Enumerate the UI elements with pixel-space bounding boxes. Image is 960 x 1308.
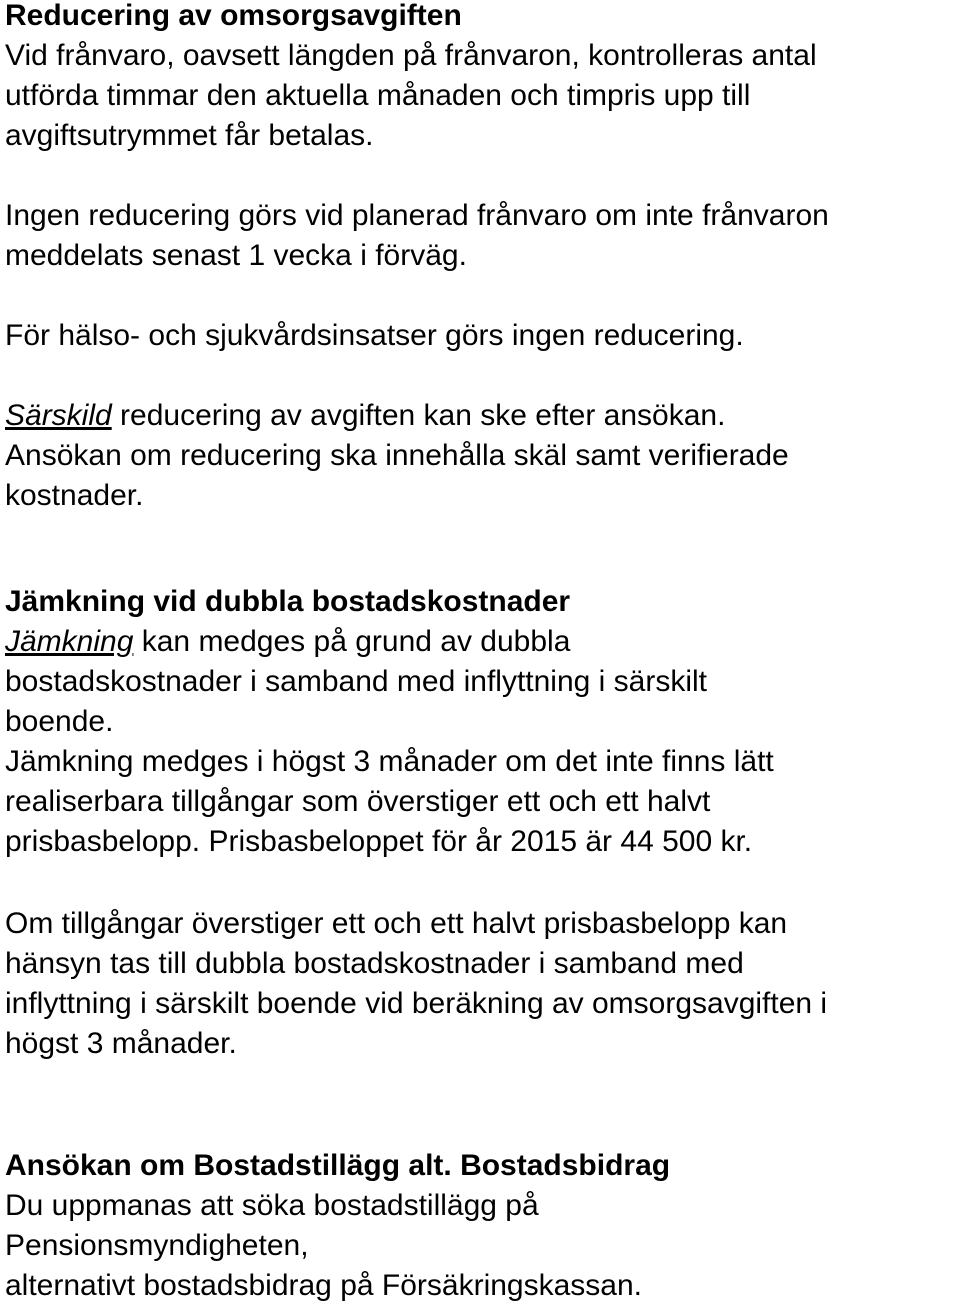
text-line: realiserbara tillgångar som överstiger ett och ett halvt bbox=[5, 785, 711, 818]
text-line: Pensionsmyndigheten, bbox=[5, 1229, 309, 1262]
text-line: avgiftsutrymmet får betalas. bbox=[5, 119, 374, 152]
text-line: Ingen reducering görs vid planerad frånvaro om inte frånvaron bbox=[5, 199, 829, 232]
text-line: Vid frånvaro, oavsett längden på frånvaron, kontrolleras antal bbox=[5, 39, 817, 72]
text-line: alternativt bostadsbidrag på Försäkringskassan. bbox=[5, 1269, 643, 1302]
text-line: Ansökan om reducering ska innehålla skäl samt verifierade bbox=[5, 439, 789, 472]
text-line: Du uppmanas att söka bostadstillägg på bbox=[5, 1189, 539, 1222]
text-line: hänsyn tas till dubbla bostadskostnader i samband med bbox=[5, 947, 744, 980]
text-line: kostnader. bbox=[5, 479, 144, 512]
text-line: meddelats senast 1 vecka i förväg. bbox=[5, 239, 467, 272]
text-line: Om tillgångar överstiger ett och ett halvt prisbasbelopp kan bbox=[5, 907, 788, 940]
text-line: boende. bbox=[5, 705, 114, 738]
underlined-term-sarskild: Särskild bbox=[5, 399, 112, 432]
section-heading-jamkning: Jämkning vid dubbla bostadskostnader bbox=[5, 585, 571, 618]
text-line: Jämkning medges i högst 3 månader om det inte finns lätt bbox=[5, 745, 774, 778]
section-heading-reducering: Reducering av omsorgsavgiften bbox=[5, 0, 462, 32]
text-line: utförda timmar den aktuella månaden och timpris upp till bbox=[5, 79, 751, 112]
text-line: För hälso- och sjukvårdsinsatser görs ingen reducering. bbox=[5, 319, 744, 352]
underlined-term-jamkning: Jämkning bbox=[5, 625, 134, 658]
text-line: inflyttning i särskilt boende vid beräkning av omsorgsavgiften i bbox=[5, 987, 828, 1020]
text-line: bostadskostnader i samband med inflyttning i särskilt bbox=[5, 665, 708, 698]
text-line bbox=[5, 622, 570, 662]
section-heading-bostadstillagg: Ansökan om Bostadstillägg alt. Bostadsbidrag bbox=[5, 1149, 671, 1182]
text-line bbox=[5, 396, 725, 436]
text-line: prisbasbelopp. Prisbasbeloppet för år 2015 är 44 500 kr. bbox=[5, 825, 753, 858]
text-span: kan medges på grund av dubbla bbox=[133, 625, 571, 658]
text-line: högst 3 månader. bbox=[5, 1027, 237, 1060]
text-span: reducering av avgiften kan ske efter ansökan. bbox=[111, 399, 726, 432]
